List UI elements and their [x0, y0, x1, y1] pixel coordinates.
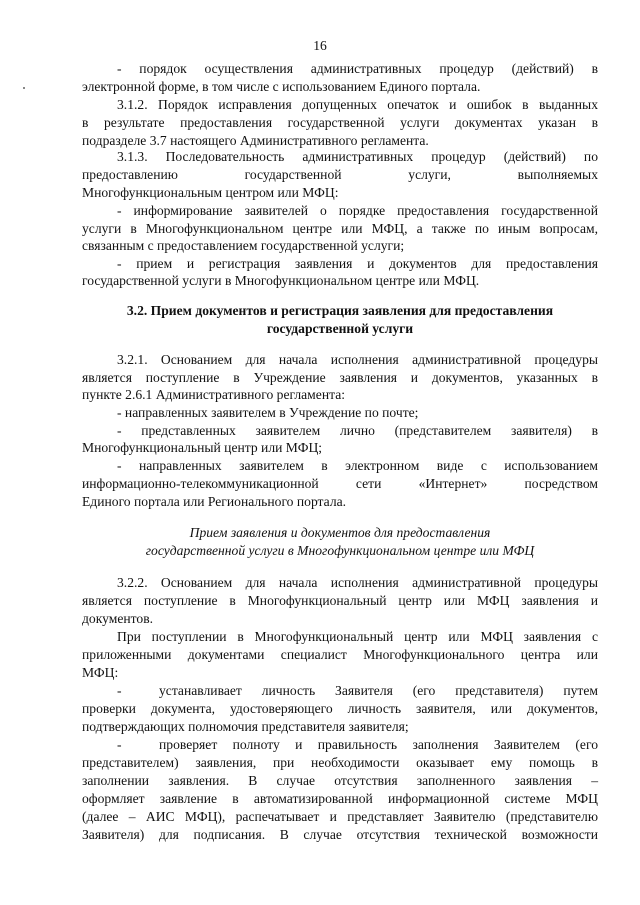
text-line: 3.1.2. Порядок исправления допущенных опечаток и ошибок в выданных — [117, 97, 598, 112]
text-line: подразделе 3.7 настоящего Административного регламента. — [82, 133, 429, 148]
bullet-dash: - — [117, 737, 122, 752]
text-line: является поступление в Учреждение заявления и документов, указанных в — [82, 370, 598, 385]
text-line: - представленных заявителем лично (представителем заявителя) в — [117, 423, 598, 438]
text-line: связанным с предоставлением государственной услуги; — [82, 238, 405, 253]
text-line: информационно-телекоммуникационной сети «Интернет» посредством — [82, 476, 598, 491]
text-line: МФЦ: — [82, 665, 119, 680]
text-line: При поступлении в Многофункциональный центр или МФЦ заявления с — [117, 629, 598, 644]
text-line: Заявителя) для подписания. В случае отсутствия технической возможности — [82, 827, 598, 842]
text-line: Единого портала или Регионального портала. — [82, 494, 347, 509]
bullet-text: проверяет полноту и правильность заполнения Заявителем (его — [159, 737, 598, 752]
text-line: (далее – АИС МФЦ), распечатывает и представляет Заявителю (представителю — [82, 809, 598, 824]
text-line: оформляет заявление в автоматизированной информационной системе МФЦ — [82, 791, 598, 806]
text-line: - порядок осуществления административных процедур (действий) в — [117, 61, 598, 76]
text-line: 3.2.2. Основанием для начала исполнения административной процедуры — [117, 575, 598, 590]
subsection-heading: государственной услуги в Многофункциональном центре или МФЦ — [145, 543, 535, 558]
text-line: услуги в Многофункциональном центре или МФЦ, а также по иным вопросам, — [82, 221, 598, 236]
text-line: Многофункциональным центром или МФЦ: — [82, 185, 339, 200]
text-line: является поступление в Многофункциональный центр или МФЦ заявления и — [82, 593, 598, 608]
text-line: - направленных заявителем в электронном виде с использованием — [117, 458, 598, 473]
section-heading: государственной услуги — [266, 321, 414, 336]
text-line: - информирование заявителей о порядке предоставления государственной — [117, 203, 598, 218]
bullet-text: устанавливает личность Заявителя (его представителя) путем — [159, 683, 598, 698]
scan-speck — [23, 87, 25, 89]
text-line: подтверждающих полномочия представителя заявителя; — [82, 719, 409, 734]
text-line: Многофункциональный центр или МФЦ; — [82, 440, 323, 455]
text-line: приложенными документами специалист Многофункционального центра или — [82, 647, 598, 662]
bullet-dash: - — [117, 683, 122, 698]
text-line: проверки документа, удостоверяющего личность заявителя, или документов, — [82, 701, 598, 716]
text-line: - прием и регистрация заявления и документов для предоставления — [117, 256, 598, 271]
text-line: 3.1.3. Последовательность административных процедур (действий) по — [117, 149, 598, 164]
text-line: предоставлению государственной услуги, выполняемых — [82, 167, 598, 182]
page-number: 16 — [313, 38, 327, 53]
text-line: электронной форме, в том числе с использованием Единого портала. — [82, 79, 481, 94]
subsection-heading: Прием заявления и документов для предоставления — [189, 525, 491, 540]
text-line: заполнении заявления. В случае отсутствия заполненного заявления – — [82, 773, 598, 788]
text-line: 3.2.1. Основанием для начала исполнения административной процедуры — [117, 352, 598, 367]
text-line: пункте 2.6.1 Административного регламента: — [82, 387, 346, 402]
text-line: государственной услуги в Многофункциональном центре или МФЦ. — [82, 273, 480, 288]
text-line: представителем) заявления, при необходимости оказывает ему помощь в — [82, 755, 598, 770]
text-line: - направленных заявителем в Учреждение по почте; — [117, 405, 419, 420]
text-line: документов. — [82, 611, 154, 626]
section-heading: 3.2. Прием документов и регистрация заявления для предоставления — [126, 303, 554, 318]
text-line: в результате предоставления государственной услуги документах указан в — [82, 115, 598, 130]
